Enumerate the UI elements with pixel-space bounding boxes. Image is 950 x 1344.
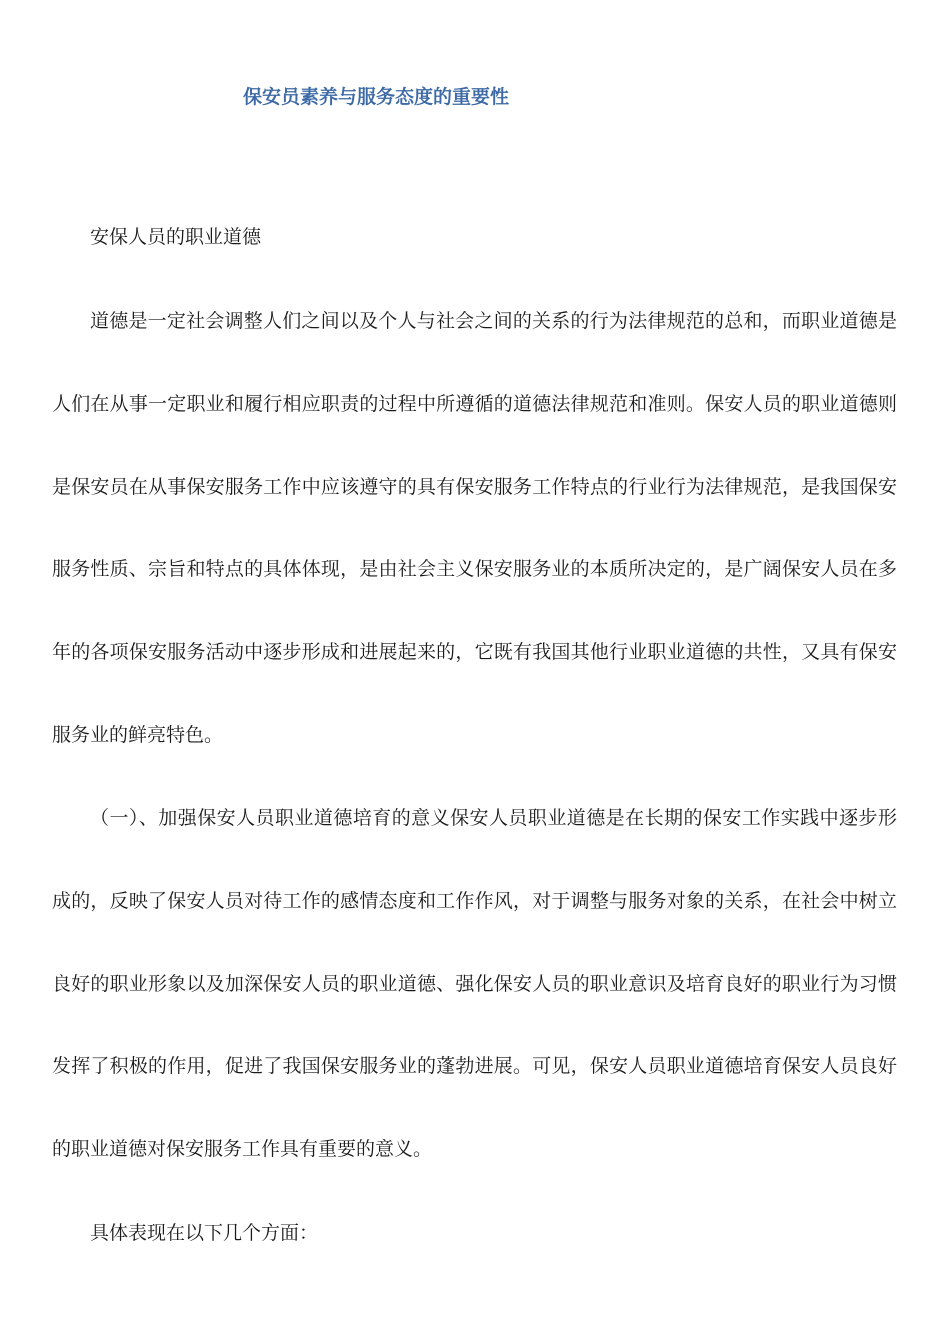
closing-line: 具体表现在以下几个方面：: [90, 1222, 319, 1244]
section-heading: 安保人员的职业道德: [90, 226, 262, 248]
document-title: 保安员素养与服务态度的重要性: [243, 86, 510, 108]
paragraph-professional-ethics-definition: 道德是一定社会调整人们之间以及个人与社会之间的关系的行为法律规范的总和，而职业道德是人们在从事一定职业和履行相应职责的过程中所遵循的道德法律规范和准则。保安人员的职业道德则是保安员在从事保安服务工作中应该遵守的具有保安服务工作特点的行业行为法律规范，是我国保安服务性质、宗旨和特点的具体体现，是由社会主义保安服务业的本质所决定的，是广阔保安人员在多年的各项保安服务活动中逐步形成和进展起来的，它既有我国其他行业职业道德的共性，又具有保安服务业的鲜亮特色。: [52, 310, 897, 746]
paragraph-ethics-training-significance: （一）、加强保安人员职业道德培育的意义保安人员职业道德是在长期的保安工作实践中逐步形成的，反映了保安人员对待工作的感情态度和工作作风，对于调整与服务对象的关系，在社会中树立良好的职业形象以及加深保安人员的职业道德、强化保安人员的职业意识及培育良好的职业行为习惯发挥了积极的作用，促进了我国保安服务业的蓬勃进展。可见，保安人员职业道德培育保安人员良好的职业道德对保安服务工作具有重要的意义。: [52, 807, 897, 1161]
